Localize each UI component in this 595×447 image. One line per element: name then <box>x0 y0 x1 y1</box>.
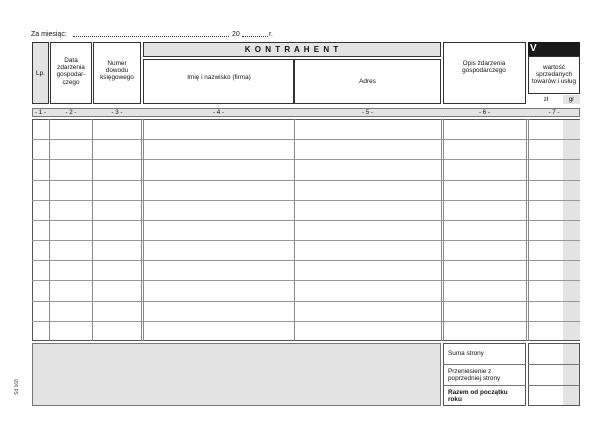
summary-line-1 <box>443 364 526 365</box>
razem-label: Razem od początku roku <box>448 389 508 404</box>
table-row-line <box>32 220 580 221</box>
table-row-line <box>32 301 580 302</box>
side-code: Sd 168 <box>14 379 20 395</box>
sep-imie-left <box>143 119 144 341</box>
razem-value[interactable] <box>529 386 562 405</box>
table-row-line <box>32 280 580 281</box>
sep-opis-right <box>526 119 527 341</box>
kontrahent-header: K O N T R A H E N T <box>244 45 340 54</box>
colnum-7: - 7 - <box>548 109 560 116</box>
colnum-3: - 3 - <box>111 109 123 116</box>
table-row-line <box>32 159 580 160</box>
summary-gr-fill <box>563 344 579 405</box>
month-label: Za miesiąc: <box>31 31 67 38</box>
imie-header-box <box>143 59 294 104</box>
body-grid <box>32 119 580 341</box>
summary-grey-area <box>32 343 441 406</box>
table-row-line <box>32 260 580 261</box>
colnum-6: - 6 - <box>478 109 490 116</box>
przeniesienie-value[interactable] <box>529 365 562 384</box>
data-header: Data zdarzenia gospodar-czego <box>56 57 86 86</box>
sep-numer <box>141 119 142 341</box>
marker-label: V <box>530 43 537 54</box>
summary-line-2 <box>443 385 526 386</box>
sep-adres-right <box>441 119 442 341</box>
table-row-line <box>32 180 580 181</box>
suma-value[interactable] <box>529 344 562 363</box>
sep-opis-left <box>443 119 444 341</box>
year-field[interactable] <box>242 36 268 37</box>
table-row-line <box>32 240 580 241</box>
sep-wartosc-left <box>528 119 529 341</box>
zl-header: zł <box>543 96 549 103</box>
colnum-5: - 5 - <box>361 109 373 116</box>
table-row-line <box>32 139 580 140</box>
suma-label: Suma strony <box>448 350 484 357</box>
gr-header: gr <box>563 95 580 104</box>
imie-header: Imię i nazwisko (firma) <box>187 74 251 81</box>
year-suffix: r. <box>269 31 273 38</box>
month-field[interactable] <box>73 36 229 37</box>
sep-adres <box>294 119 295 341</box>
colnum-4: - 4 - <box>212 109 224 116</box>
sep-lp <box>49 119 50 341</box>
opis-header: Opis zdarzenia gospodarczego <box>462 60 506 75</box>
year-prefix: 20 <box>232 31 240 38</box>
gr-column-fill <box>563 120 580 340</box>
colnum-2: - 2 - <box>65 109 77 116</box>
colnum-1: - 1 - <box>34 109 46 116</box>
wartosc-header: wartość sprzedanych towarów i usług <box>531 64 577 86</box>
table-row-line <box>32 321 580 322</box>
przeniesienie-label: Przeniesienie z poprzedniej strony <box>448 368 501 383</box>
adres-header: Adres <box>359 78 376 85</box>
table-row-line <box>32 200 580 201</box>
lp-header: Lp. <box>36 70 45 77</box>
numer-header: Numer dowodu księgowego <box>100 60 134 82</box>
sep-data <box>92 119 93 341</box>
